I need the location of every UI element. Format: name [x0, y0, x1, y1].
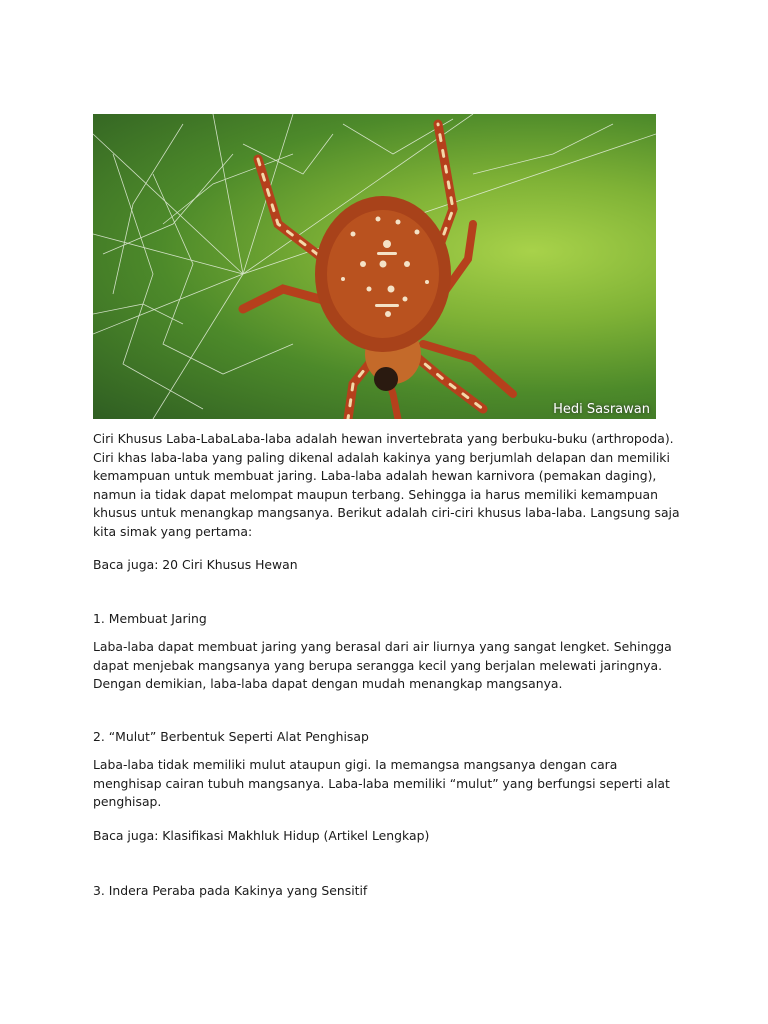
section-paragraph-2: Laba-laba tidak memiliki mulut ataupun gigi. Ia memangsa mangsanya dengan cara menghisap cairan tubuh mangsanya. Laba-laba memiliki “mulut” yang berfungsi seperti alat penghisap.	[93, 757, 670, 809]
section-heading-2: 2. “Mulut” Berbentuk Seperti Alat Penghisap	[93, 729, 369, 744]
section-heading-3: 3. Indera Peraba pada Kakinya yang Sensitif	[93, 883, 368, 898]
photo-credit: Hedi Sasrawan	[553, 402, 650, 417]
section-heading-1: 1. Membuat Jaring	[93, 611, 207, 626]
spider-photo	[93, 114, 656, 419]
read-also-link-2: Baca juga: Klasifikasi Makhluk Hidup (Artikel Lengkap)	[93, 828, 430, 843]
section-paragraph-1: Laba-laba dapat membuat jaring yang berasal dari air liurnya yang sangat lengket. Sehingga dapat menjebak mangsanya yang berupa serangga kecil yang berjalan melewati jaringnya. Dengan demikian, laba-laba dapat dengan mudah menangkap mangsanya.	[93, 639, 672, 691]
intro-paragraph: Ciri Khusus Laba-LabaLaba-laba adalah hewan invertebrata yang berbuku-buku (arthropoda). Ciri khas laba-laba yang paling dikenal adalah kakinya yang berjumlah delapan dan memiliki kemampuan untuk membuat jaring. Laba-laba adalah hewan karnivora (pemakan daging), namun ia tidak dapat melompat maupun terbang. Sehingga ia harus memiliki kemampuan khusus untuk menangkap mangsanya. Berikut adalah ciri-ciri khusus laba-laba. Langsung saja kita simak yang pertama:	[93, 431, 680, 539]
read-also-link-1: Baca juga: 20 Ciri Khusus Hewan	[93, 557, 298, 572]
spider-illustration	[93, 114, 656, 419]
